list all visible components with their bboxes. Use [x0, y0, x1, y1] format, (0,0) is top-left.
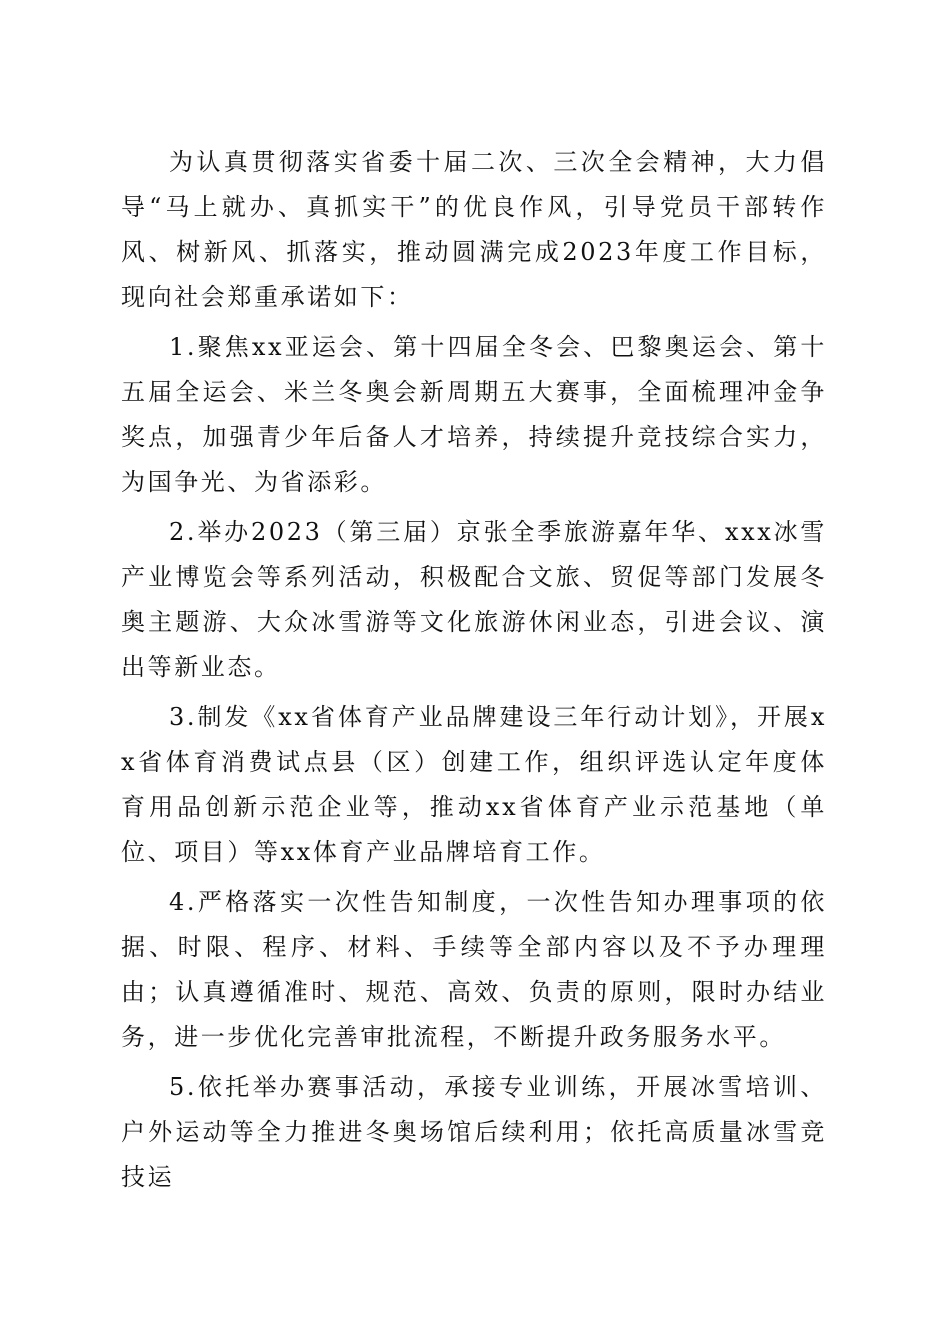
commitment-item-1: 1.聚焦xx亚运会、第十四届全冬会、巴黎奥运会、第十五届全运会、米兰冬奥会新周期五大赛事，全面梳理冲金争奖点，加强青少年后备人才培养，持续提升竞技综合实力，为国争光、为省添彩。 — [121, 333, 827, 496]
commitment-item-3: 3.制发《xx省体育产业品牌建设三年行动计划》，开展xx省体育消费试点县（区）创建工作，组织评选认定年度体育用品创新示范企业等，推动xx省体育产业示范基地（单位、项目）等xx体育产业品牌培育工作。 — [121, 703, 827, 866]
commitment-item-2: 2.举办2023（第三届）京张全季旅游嘉年华、xxx冰雪产业博览会等系列活动，积极配合文旅、贸促等部门发展冬奥主题游、大众冰雪游等文化旅游休闲业态，引进会议、演出等新业态。 — [121, 518, 827, 681]
commitment-item-4: 4.严格落实一次性告知制度，一次性告知办理事项的依据、时限、程序、材料、手续等全部内容以及不予办理理由；认真遵循准时、规范、高效、负责的原则，限时办结业务，进一步优化完善审批流程，不断提升政务服务水平。 — [121, 888, 827, 1051]
document-body — [121, 140, 827, 1205]
intro-paragraph: 为认真贯彻落实省委十届二次、三次全会精神，大力倡导“马上就办、真抓实干”的优良作风，引导党员干部转作风、树新风、抓落实，推动圆满完成2023年度工作目标，现向社会郑重承诺如下： — [121, 148, 827, 311]
commitment-item-5: 5.依托举办赛事活动，承接专业训练，开展冰雪培训、户外运动等全力推进冬奥场馆后续利用；依托高质量冰雪竞技运 — [121, 1073, 827, 1191]
